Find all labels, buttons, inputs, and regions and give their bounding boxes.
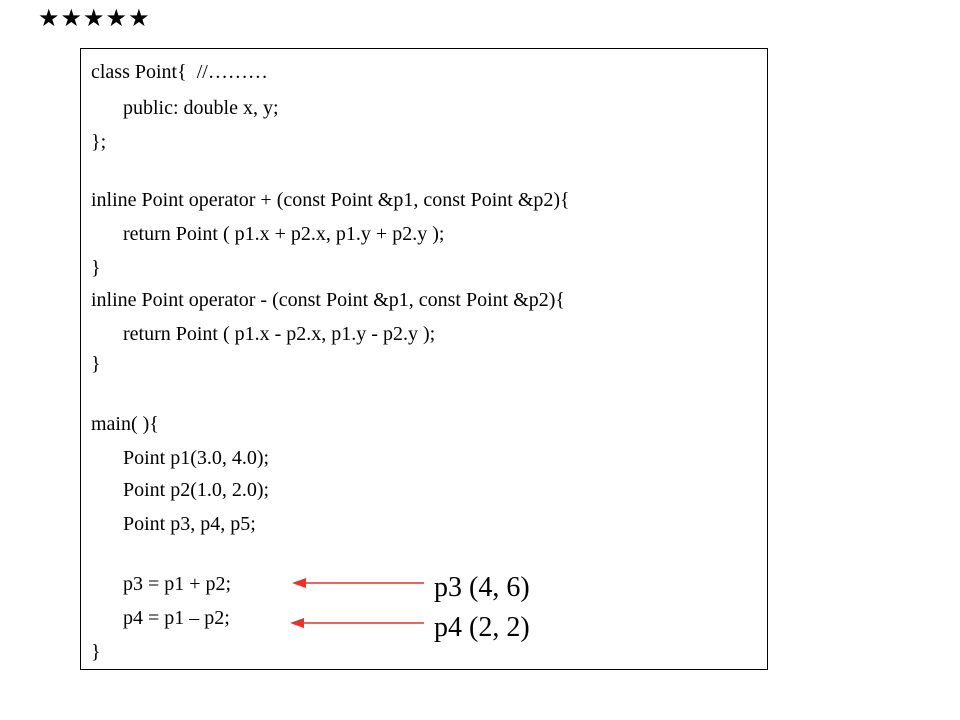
code-line-return-minus: return Point ( p1.x - p2.x, p1.y - p2.y ); <box>123 323 436 345</box>
code-line-operator-minus: inline Point operator - (const Point &p1, const Point &p2){ <box>91 289 566 311</box>
code-line-public-members: public: double x, y; <box>123 97 279 119</box>
code-line-operator-plus: inline Point operator + (const Point &p1, const Point &p2){ <box>91 189 570 211</box>
code-line-class-end: }; <box>91 131 107 153</box>
code-line-operator-plus-end: } <box>91 257 101 279</box>
code-line-class-decl: class Point{ //……… <box>91 61 268 83</box>
p3-result-label: p3 (4, 6) <box>434 572 530 603</box>
p4-result-label: p4 (2, 2) <box>434 612 530 643</box>
code-line-p1-decl: Point p1(3.0, 4.0); <box>123 447 270 469</box>
code-line-p4-assign: p4 = p1 – p2; <box>123 607 230 629</box>
code-line-p345-decl: Point p3, p4, p5; <box>123 513 256 535</box>
code-line-main-end: } <box>91 641 101 663</box>
code-line-p3-assign: p3 = p1 + p2; <box>123 573 232 595</box>
code-line-main: main( ){ <box>91 413 159 435</box>
code-line-p2-decl: Point p2(1.0, 2.0); <box>123 479 270 501</box>
code-line-operator-minus-end: } <box>91 353 101 375</box>
code-listing <box>80 48 768 670</box>
code-line-return-plus: return Point ( p1.x + p2.x, p1.y + p2.y ); <box>123 223 445 245</box>
rating-stars: ★★★★★ <box>38 6 151 32</box>
